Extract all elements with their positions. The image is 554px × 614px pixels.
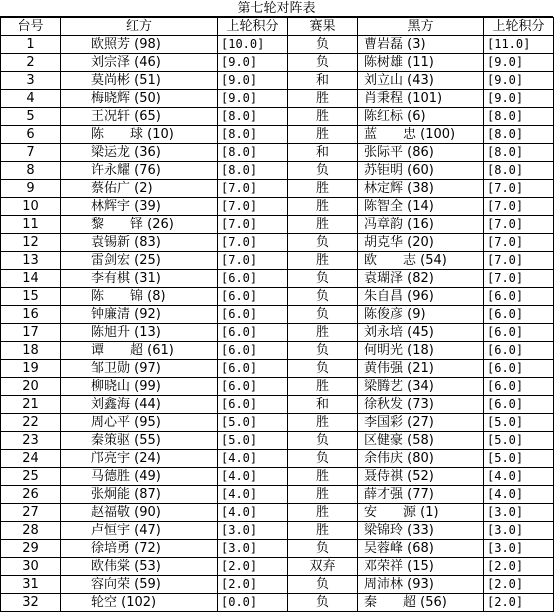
cell-red-score: [8.0]	[218, 108, 288, 126]
cell-red-score: [5.0]	[218, 414, 288, 432]
cell-black-player: 区健豪 (58)	[358, 432, 484, 450]
header-red-score: 上轮积分	[218, 18, 288, 36]
cell-red-player: 陈 锦 (8)	[61, 288, 218, 306]
cell-result: 胜	[288, 486, 358, 504]
cell-black-player: 安 源 (1)	[358, 504, 484, 522]
cell-black-score: [7.0]	[484, 216, 554, 234]
cell-black-score: [2.0]	[484, 576, 554, 594]
cell-table-no: 25	[1, 468, 61, 486]
cell-table-no: 29	[1, 540, 61, 558]
cell-red-player: 蔡佑广 (2)	[61, 180, 218, 198]
table-row	[1, 576, 554, 594]
cell-black-score: [4.0]	[484, 486, 554, 504]
cell-black-score: [7.0]	[484, 252, 554, 270]
cell-result: 胜	[288, 504, 358, 522]
cell-table-no: 27	[1, 504, 61, 522]
cell-table-no: 18	[1, 342, 61, 360]
cell-result: 胜	[288, 522, 358, 540]
cell-black-player: 刘永培 (45)	[358, 324, 484, 342]
table-row	[1, 126, 554, 144]
cell-red-score: [3.0]	[218, 522, 288, 540]
cell-red-player: 赵福敬 (90)	[61, 504, 218, 522]
cell-table-no: 16	[1, 306, 61, 324]
header-red-player: 红方	[61, 18, 218, 36]
cell-black-player: 梁锦玲 (33)	[358, 522, 484, 540]
cell-red-player: 陈旭升 (13)	[61, 324, 218, 342]
cell-black-score: [5.0]	[484, 414, 554, 432]
header-table-no: 台号	[1, 18, 61, 36]
cell-red-player: 欧伟棠 (53)	[61, 558, 218, 576]
cell-result: 负	[288, 342, 358, 360]
table-row	[1, 594, 554, 612]
cell-black-score: [5.0]	[484, 432, 554, 450]
cell-result: 和	[288, 72, 358, 90]
cell-red-player: 秦策驱 (55)	[61, 432, 218, 450]
cell-red-player: 柳晓山 (99)	[61, 378, 218, 396]
cell-red-score: [5.0]	[218, 432, 288, 450]
table-row	[1, 252, 554, 270]
cell-result: 胜	[288, 216, 358, 234]
cell-black-player: 张际平 (86)	[358, 144, 484, 162]
cell-black-score: [6.0]	[484, 360, 554, 378]
table-row	[1, 324, 554, 342]
cell-table-no: 20	[1, 378, 61, 396]
cell-table-no: 22	[1, 414, 61, 432]
cell-black-score: [6.0]	[484, 306, 554, 324]
table-row	[1, 198, 554, 216]
cell-table-no: 9	[1, 180, 61, 198]
cell-black-score: [3.0]	[484, 504, 554, 522]
cell-result: 胜	[288, 198, 358, 216]
table-row	[1, 468, 554, 486]
cell-black-player: 秦 超 (56)	[358, 594, 484, 612]
cell-red-player: 雷剑宏 (25)	[61, 252, 218, 270]
table-row	[1, 450, 554, 468]
cell-black-score: [8.0]	[484, 108, 554, 126]
cell-red-player: 黎 铎 (26)	[61, 216, 218, 234]
cell-result: 负	[288, 54, 358, 72]
cell-red-score: [6.0]	[218, 306, 288, 324]
cell-red-score: [4.0]	[218, 504, 288, 522]
cell-result: 负	[288, 450, 358, 468]
cell-table-no: 21	[1, 396, 61, 414]
cell-black-player: 徐秋发 (73)	[358, 396, 484, 414]
cell-table-no: 31	[1, 576, 61, 594]
cell-black-score: [2.0]	[484, 594, 554, 612]
cell-result: 负	[288, 432, 358, 450]
cell-result: 胜	[288, 90, 358, 108]
cell-red-score: [4.0]	[218, 468, 288, 486]
cell-table-no: 7	[1, 144, 61, 162]
table-row	[1, 504, 554, 522]
cell-table-no: 28	[1, 522, 61, 540]
cell-black-score: [9.0]	[484, 54, 554, 72]
table-row	[1, 108, 554, 126]
table-row	[1, 216, 554, 234]
cell-table-no: 32	[1, 594, 61, 612]
cell-red-player: 张炯能 (87)	[61, 486, 218, 504]
cell-red-score: [0.0]	[218, 594, 288, 612]
cell-red-score: [6.0]	[218, 396, 288, 414]
cell-red-player: 梅晓辉 (50)	[61, 90, 218, 108]
cell-result: 负	[288, 540, 358, 558]
cell-black-player: 胡克华 (20)	[358, 234, 484, 252]
cell-black-score: [8.0]	[484, 126, 554, 144]
cell-red-player: 王况轩 (65)	[61, 108, 218, 126]
cell-red-score: [6.0]	[218, 342, 288, 360]
cell-red-score: [6.0]	[218, 270, 288, 288]
cell-table-no: 1	[1, 36, 61, 54]
cell-black-player: 蓝 忠 (100)	[358, 126, 484, 144]
cell-table-no: 17	[1, 324, 61, 342]
cell-red-score: [7.0]	[218, 198, 288, 216]
cell-result: 负	[288, 270, 358, 288]
cell-red-player: 莫尚彬 (51)	[61, 72, 218, 90]
cell-black-score: [9.0]	[484, 90, 554, 108]
cell-result: 负	[288, 594, 358, 612]
cell-red-score: [2.0]	[218, 576, 288, 594]
cell-result: 胜	[288, 468, 358, 486]
cell-result: 负	[288, 288, 358, 306]
header-black-score: 上轮积分	[484, 18, 554, 36]
table-row	[1, 540, 554, 558]
table-row	[1, 522, 554, 540]
table-row	[1, 90, 554, 108]
cell-red-score: [9.0]	[218, 72, 288, 90]
table-row	[1, 432, 554, 450]
cell-table-no: 2	[1, 54, 61, 72]
cell-table-no: 5	[1, 108, 61, 126]
cell-black-player: 陈树雄 (11)	[358, 54, 484, 72]
cell-red-score: [3.0]	[218, 540, 288, 558]
table-row	[1, 36, 554, 54]
cell-black-player: 邓荣祥 (15)	[358, 558, 484, 576]
cell-table-no: 6	[1, 126, 61, 144]
table-row	[1, 144, 554, 162]
cell-red-player: 马德胜 (49)	[61, 468, 218, 486]
cell-red-player: 陈 球 (10)	[61, 126, 218, 144]
cell-red-player: 林辉宇 (39)	[61, 198, 218, 216]
cell-table-no: 19	[1, 360, 61, 378]
table-row	[1, 270, 554, 288]
cell-table-no: 14	[1, 270, 61, 288]
cell-red-score: [10.0]	[218, 36, 288, 54]
cell-black-score: [3.0]	[484, 522, 554, 540]
cell-black-player: 周沛林 (93)	[358, 576, 484, 594]
cell-red-score: [9.0]	[218, 90, 288, 108]
table-row	[1, 486, 554, 504]
cell-black-score: [3.0]	[484, 540, 554, 558]
table-row	[1, 54, 554, 72]
cell-result: 负	[288, 360, 358, 378]
cell-result: 胜	[288, 108, 358, 126]
cell-result: 双弃	[288, 558, 358, 576]
table-row	[1, 72, 554, 90]
cell-black-player: 曹岩磊 (3)	[358, 36, 484, 54]
cell-black-player: 袁瑚泽 (82)	[358, 270, 484, 288]
cell-red-score: [7.0]	[218, 180, 288, 198]
cell-table-no: 23	[1, 432, 61, 450]
cell-black-player: 吴蓉峰 (68)	[358, 540, 484, 558]
cell-red-player: 李有棋 (31)	[61, 270, 218, 288]
cell-black-score: [7.0]	[484, 270, 554, 288]
cell-black-score: [7.0]	[484, 180, 554, 198]
cell-table-no: 11	[1, 216, 61, 234]
cell-black-score: [6.0]	[484, 288, 554, 306]
cell-black-score: [6.0]	[484, 396, 554, 414]
cell-result: 胜	[288, 252, 358, 270]
cell-red-score: [6.0]	[218, 360, 288, 378]
cell-red-score: [6.0]	[218, 288, 288, 306]
cell-result: 负	[288, 234, 358, 252]
cell-black-score: [5.0]	[484, 450, 554, 468]
cell-red-player: 容向荣 (59)	[61, 576, 218, 594]
cell-red-player: 谭 超 (61)	[61, 342, 218, 360]
cell-table-no: 12	[1, 234, 61, 252]
table-row	[1, 180, 554, 198]
cell-black-score: [6.0]	[484, 324, 554, 342]
header-result: 赛果	[288, 18, 358, 36]
cell-black-score: [6.0]	[484, 342, 554, 360]
cell-red-score: [6.0]	[218, 324, 288, 342]
cell-red-score: [6.0]	[218, 378, 288, 396]
cell-result: 胜	[288, 324, 358, 342]
cell-table-no: 30	[1, 558, 61, 576]
cell-red-player: 许永耀 (76)	[61, 162, 218, 180]
cell-black-player: 林定辉 (38)	[358, 180, 484, 198]
cell-black-score: [11.0]	[484, 36, 554, 54]
table-row	[1, 342, 554, 360]
cell-red-player: 邹卫勋 (97)	[61, 360, 218, 378]
cell-result: 胜	[288, 378, 358, 396]
cell-black-player: 薛才强 (77)	[358, 486, 484, 504]
cell-black-player: 欧 志 (54)	[358, 252, 484, 270]
cell-red-score: [7.0]	[218, 252, 288, 270]
cell-red-player: 刘宗泽 (46)	[61, 54, 218, 72]
cell-black-player: 聂侍祺 (52)	[358, 468, 484, 486]
cell-red-player: 轮空 (102)	[61, 594, 218, 612]
cell-black-score: [2.0]	[484, 558, 554, 576]
table-row	[1, 288, 554, 306]
cell-red-player: 欧照芳 (98)	[61, 36, 218, 54]
cell-result: 胜	[288, 126, 358, 144]
cell-red-score: [7.0]	[218, 234, 288, 252]
table-row	[1, 306, 554, 324]
cell-result: 和	[288, 396, 358, 414]
pairing-table	[0, 17, 554, 612]
cell-black-score: [7.0]	[484, 234, 554, 252]
cell-black-player: 何明光 (18)	[358, 342, 484, 360]
cell-red-score: [8.0]	[218, 162, 288, 180]
cell-table-no: 8	[1, 162, 61, 180]
cell-result: 胜	[288, 414, 358, 432]
cell-black-score: [9.0]	[484, 72, 554, 90]
cell-black-player: 陈俊彦 (9)	[358, 306, 484, 324]
cell-table-no: 24	[1, 450, 61, 468]
cell-black-score: [4.0]	[484, 468, 554, 486]
cell-result: 和	[288, 144, 358, 162]
cell-black-player: 肖秉程 (101)	[358, 90, 484, 108]
table-row	[1, 162, 554, 180]
cell-black-player: 朱自昌 (96)	[358, 288, 484, 306]
table-row	[1, 360, 554, 378]
cell-black-score: [6.0]	[484, 378, 554, 396]
cell-black-score: [8.0]	[484, 144, 554, 162]
cell-black-score: [8.0]	[484, 162, 554, 180]
cell-red-player: 卢恒宇 (47)	[61, 522, 218, 540]
cell-black-player: 李国彩 (27)	[358, 414, 484, 432]
cell-table-no: 4	[1, 90, 61, 108]
cell-red-score: [4.0]	[218, 450, 288, 468]
cell-black-player: 梁腾艺 (34)	[358, 378, 484, 396]
cell-result: 负	[288, 306, 358, 324]
header-row	[1, 18, 554, 36]
cell-black-player: 冯章韵 (16)	[358, 216, 484, 234]
cell-red-score: [8.0]	[218, 126, 288, 144]
cell-black-player: 黄伟强 (21)	[358, 360, 484, 378]
cell-red-player: 刘鑫海 (44)	[61, 396, 218, 414]
cell-black-player: 陈红标 (6)	[358, 108, 484, 126]
cell-red-player: 徐培勇 (72)	[61, 540, 218, 558]
cell-result: 负	[288, 576, 358, 594]
cell-black-player: 陈智全 (14)	[358, 198, 484, 216]
cell-black-player: 余伟庆 (80)	[358, 450, 484, 468]
cell-table-no: 3	[1, 72, 61, 90]
pairing-rows	[1, 36, 554, 612]
cell-black-player: 刘立山 (43)	[358, 72, 484, 90]
cell-red-player: 钟廉清 (92)	[61, 306, 218, 324]
cell-black-player: 苏钜明 (60)	[358, 162, 484, 180]
cell-red-player: 邝亮宇 (24)	[61, 450, 218, 468]
cell-red-score: [7.0]	[218, 216, 288, 234]
cell-red-score: [4.0]	[218, 486, 288, 504]
table-row	[1, 414, 554, 432]
cell-table-no: 15	[1, 288, 61, 306]
cell-table-no: 26	[1, 486, 61, 504]
cell-result: 负	[288, 162, 358, 180]
cell-red-score: [2.0]	[218, 558, 288, 576]
cell-red-player: 周心平 (95)	[61, 414, 218, 432]
cell-table-no: 13	[1, 252, 61, 270]
cell-red-player: 袁锡新 (83)	[61, 234, 218, 252]
table-row	[1, 234, 554, 252]
cell-red-player: 梁运龙 (36)	[61, 144, 218, 162]
cell-red-score: [9.0]	[218, 54, 288, 72]
cell-red-score: [8.0]	[218, 144, 288, 162]
cell-result: 胜	[288, 180, 358, 198]
cell-black-score: [7.0]	[484, 198, 554, 216]
table-row	[1, 558, 554, 576]
table-row	[1, 378, 554, 396]
table-row	[1, 396, 554, 414]
cell-result: 负	[288, 36, 358, 54]
cell-table-no: 10	[1, 198, 61, 216]
header-black-player: 黑方	[358, 18, 484, 36]
sheet-title: 第七轮对阵表	[0, 0, 553, 17]
